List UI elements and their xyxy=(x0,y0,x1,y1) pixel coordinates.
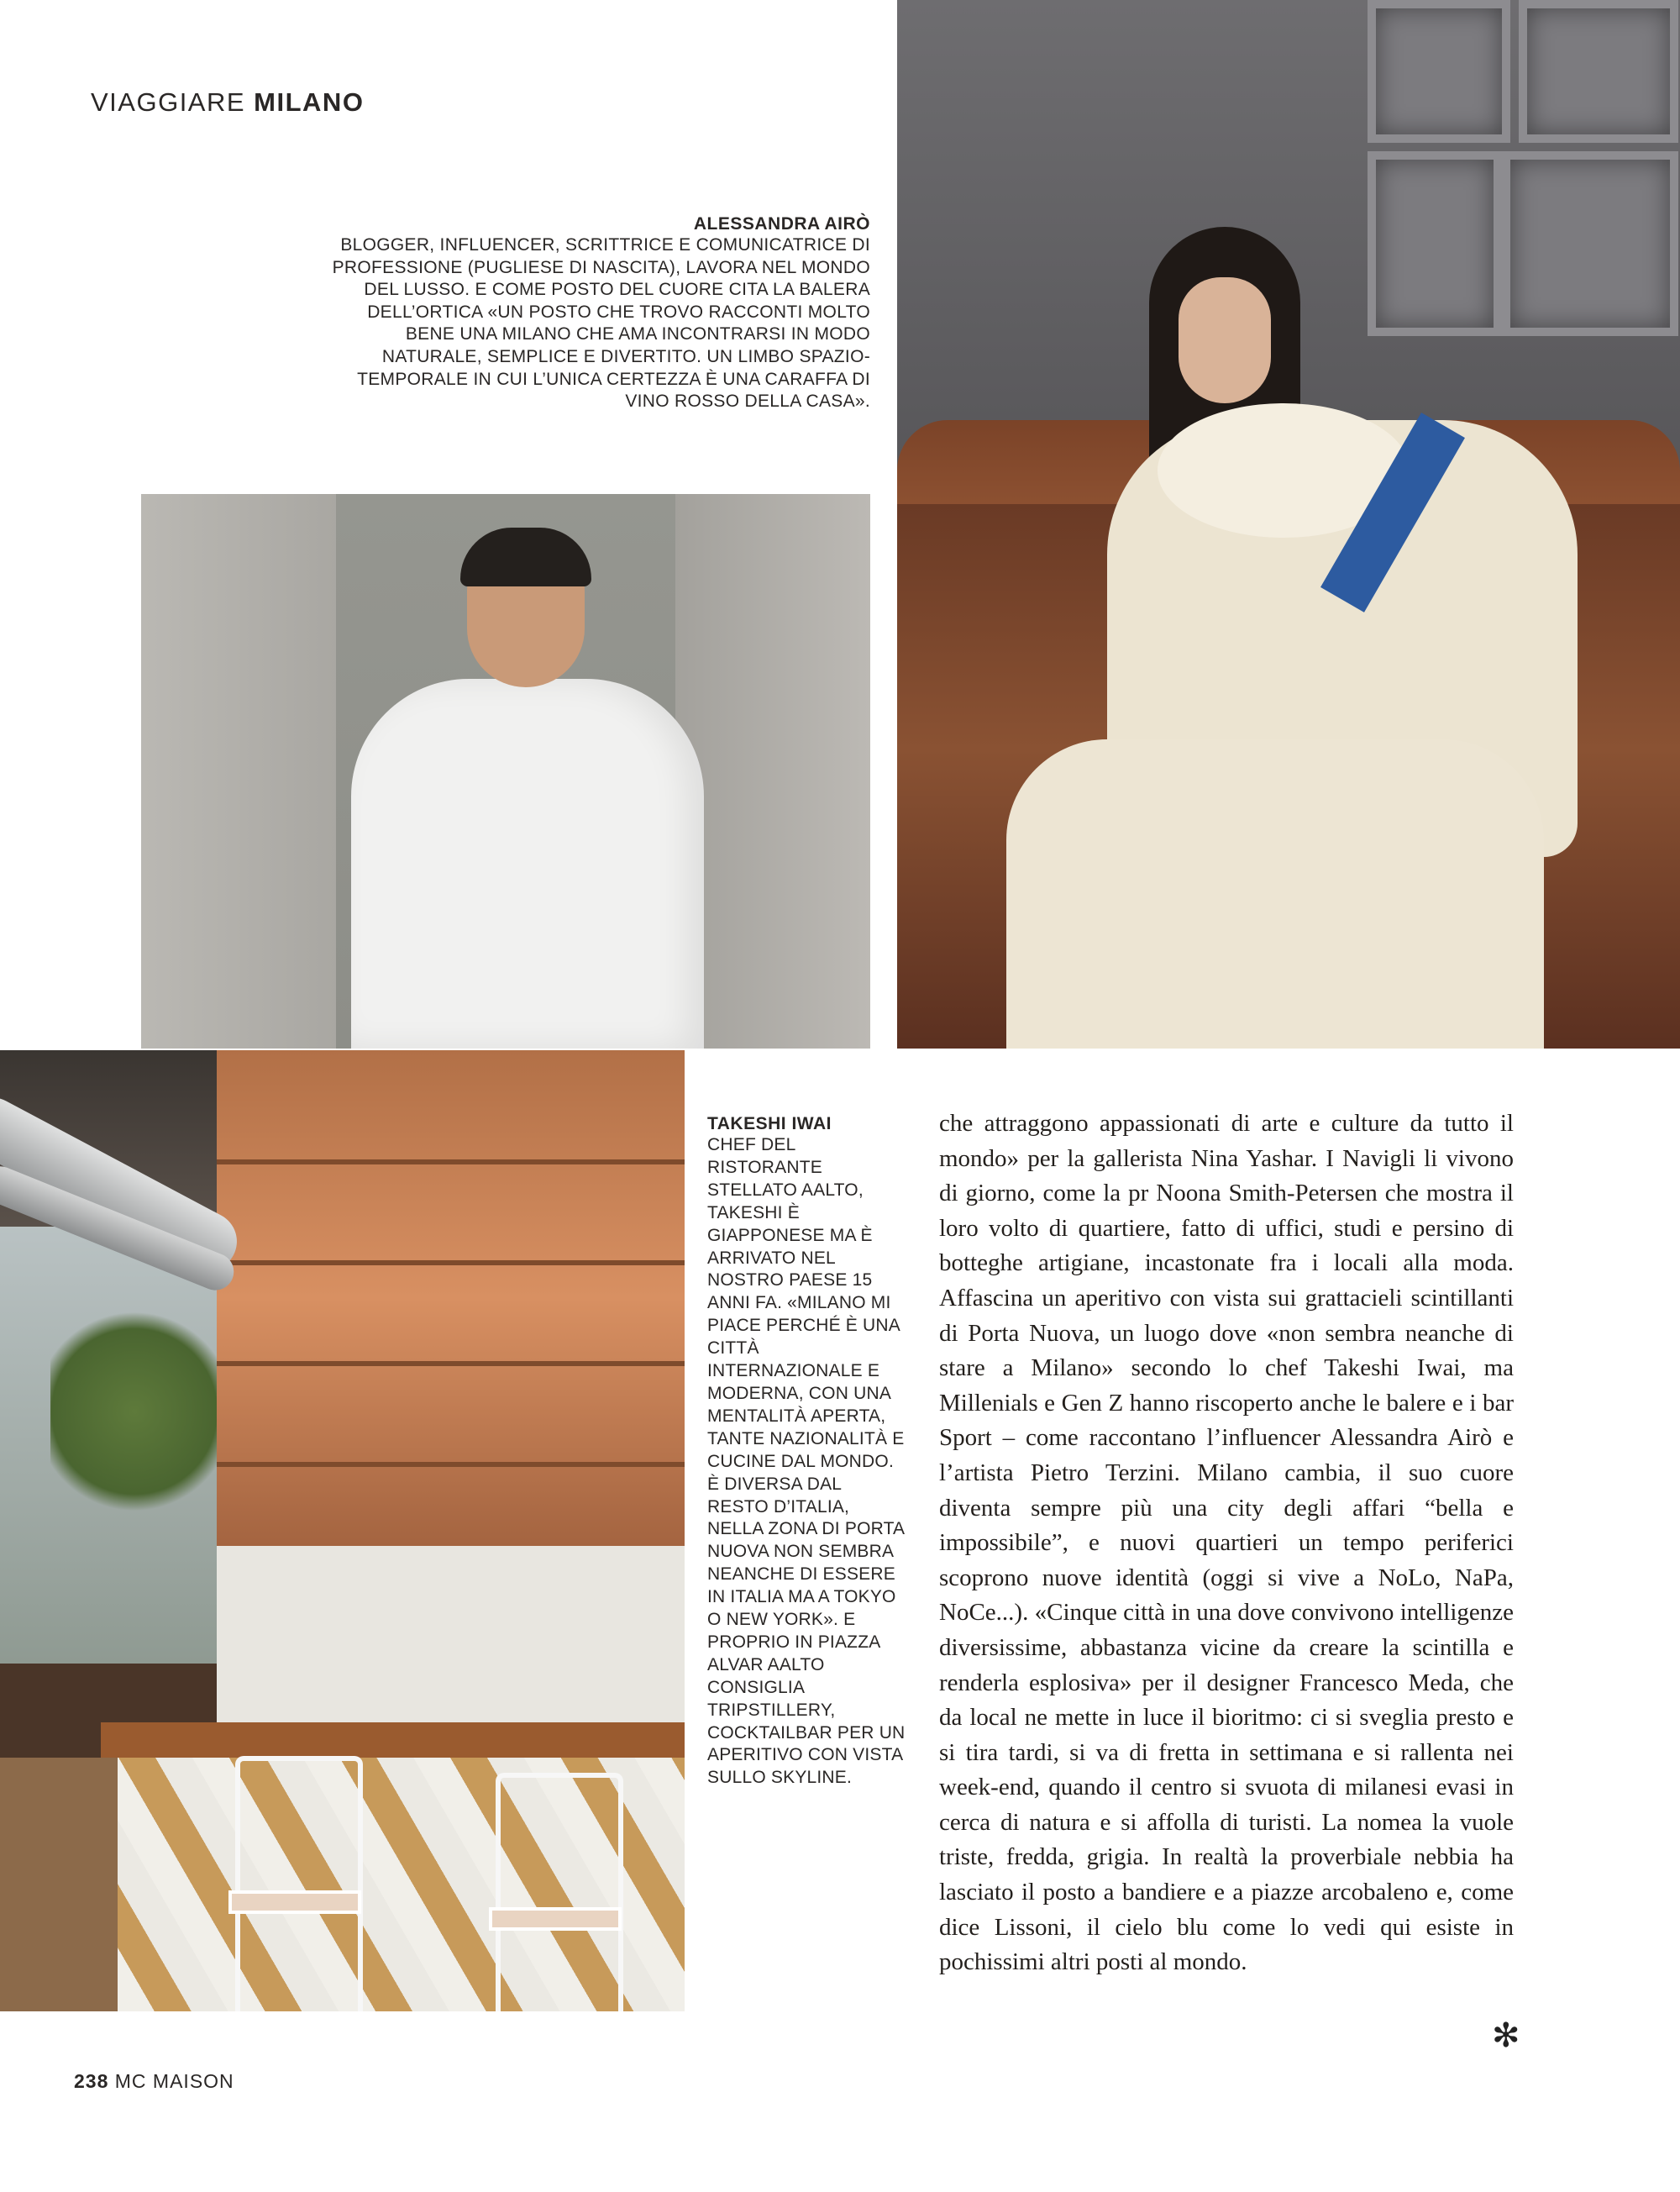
photo-takeshi-iwai xyxy=(141,494,870,1049)
page-footer xyxy=(74,2070,234,2093)
end-mark-icon: ✻ xyxy=(1492,2017,1520,2054)
section-city: MILANO xyxy=(254,87,365,117)
article-body-text: che attraggono appassionati di arte e culture da tutto il mondo» per la gallerista Nina Yashar. I Navigli li vivono di giorno, come la pr Noona Smith-Petersen che mostra il loro volto di quartiere, fatto di uffici, studi e persino di botteghe artigiane, incastonate fra i locali alla moda. Affascina un aperitivo con vista sui grattacieli scintillanti di Porta Nuova, un luogo dove «non sembra neanche di stare a Milano» secondo lo chef Takeshi Iwai, ma Millenials e Gen Z hanno riscoperto anche le balere e i bar Sport – come raccontano l’influencer Alessandra Airò e l’artista Pietro Terzini. Milano cambia, il suo cuore diventa sempre più una city degli affari “bella e impossibile”, e nuovi quartieri un tempo periferici scoprono nuove identità (oggi si vive a NoLo, NaPa, NoCe...). «Cinque città in una dove convivono intelligenze diversissime, abbastanza vicine da creare la scintilla e renderla esplosiva» per il designer Francesco Meda, che da local ne mette in luce il bioritmo: ci si sveglia presto e si tira tardi, si va di fretta in settimana e si rallenta nei week-end, quando il centro si svuota di milanesi evasi in cerca di natura e si affolla di turisti. La nomea la vuole triste, fredda, grigia. In realtà la proverbiale nebbia ha lasciato il posto a bandiere e a piazze arcobaleno e, come dice Lissoni, il cielo blu come lo vedi qui esiste in pochissimi altri posti al mondo. xyxy=(939,1110,1514,1976)
section-label: VIAGGIARE xyxy=(91,87,246,117)
caption-alessandra xyxy=(319,214,870,413)
caption-takeshi xyxy=(707,1114,907,1790)
caption-alessandra-name: ALESSANDRA AIRÒ xyxy=(693,214,870,234)
photo-tripstillery-bar xyxy=(0,1050,685,2011)
caption-takeshi-name: TAKESHI IWAI xyxy=(707,1114,832,1133)
magazine-name: MC MAISON xyxy=(114,2070,234,2092)
section-header xyxy=(91,87,364,118)
photo-alessandra-airo xyxy=(897,0,1680,1049)
caption-takeshi-text: CHEF DEL RISTORANTE STELLATO AALTO, TAKESHI È GIAPPONESE MA È ARRIVATO NEL NOSTRO PAESE 15 ANNI FA. «MILANO MI PIACE PERCHÉ È UNA CITTÀ INTERNAZIONALE E MODERNA, CON UNA MENTALITÀ APERTA, TANTE NAZIONALITÀ E CUCINE DAL MONDO. È DIVERSA DAL RESTO D’ITALIA, NELLA ZONA DI PORTA NUOVA NON SEMBRA NEANCHE DI ESSERE IN ITALIA MA A TOKYO O NEW YORK». E PROPRIO IN PIAZZA ALVAR AALTO CONSIGLIA TRIPSTILLERY, COCKTAILBAR PER UN APERITIVO CON VISTA SULLO SKYLINE. xyxy=(707,1135,906,1788)
caption-alessandra-text: BLOGGER, INFLUENCER, SCRITTRICE E COMUNICATRICE DI PROFESSIONE (PUGLIESE DI NASCITA), LAVORA NEL MONDO DEL LUSSO. E COME POSTO DEL CUORE CITA LA BALERA DELL’ORTICA «UN POSTO CHE TROVO RACCONTI MOLTO BENE UNA MILANO CHE AMA INCONTRARSI IN MODO NATURALE, SEMPLICE E DIVERTITO. UN LIMBO SPAZIO-TEMPORALE IN CUI L’UNICA CERTEZZA È UNA CARAFFA DI VINO ROSSO DELLA CASA». xyxy=(332,235,870,412)
page-number: 238 xyxy=(74,2070,109,2092)
